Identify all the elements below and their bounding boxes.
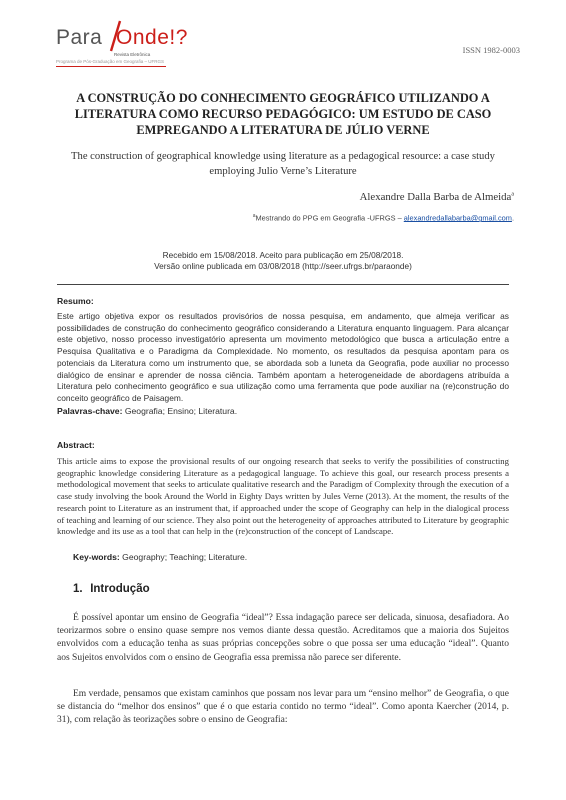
intro-paragraph-2: Em verdade, pensamos que existam caminhos que possam nos levar para um “ensino melhor” de Geografia, o que se distancia do “melhor dos ensinos” que é o que estaria contido no termo “ideal”. Como aponta Kaercher (2014, p. 31), com relação às teorizações sobre o ensino de Geografia: <box>57 689 509 726</box>
logo-word-onde: Onde!? <box>116 26 188 49</box>
dates-received: Recebido em 15/08/2018. Aceito para publicação em 25/08/2018. <box>162 250 404 260</box>
title-divider <box>57 284 509 285</box>
resumo-heading: Resumo: <box>57 296 94 306</box>
logo-word-para: Para <box>56 26 103 49</box>
abstract-keywords-label: Key-words: <box>73 552 120 562</box>
logo-subtitle: Revista Eletrônica <box>114 52 151 57</box>
affiliation-mark: a <box>252 213 256 219</box>
dates-online: Versão online publicada em 03/08/2018 (http://seer.ufrgs.br/paraonde) <box>154 261 412 271</box>
affiliation-text: Mestrando do PPG em Geografia -UFRGS – <box>255 213 404 223</box>
resumo-text: Este artigo objetiva expor os resultados provisórios de nossa pesquisa, em andamento, que almeja verificar as possibilidades de construção do conhecimento geográfico considerando a Literatura enquanto linguagem. Para alcançar este objetivo, nosso processo investigatório apresenta um movimento metodológico que busca a articulação entre a Pesquisa Qualitativa e o Paradigma da Complexidade. No momento, os resultados da pesquisa apontam para os potenciais da Literatura como um instrumento que, se abordada sob a luneta da Geografia, pode auxiliar no processo dialógico de ensinar e aprender de nossa ciência. Também apontam a heterogeneidade de abordagens atribuída a Literatura pelo conhecimento geográfico e sua utilização como uma ferramenta que pode auxiliar na (re)construção do conceito geográfico de Paisagem. <box>57 311 509 403</box>
section-heading-introduction <box>73 583 150 595</box>
author-mark: a <box>511 191 514 198</box>
section-title: Introdução <box>90 583 150 595</box>
author-text: Alexandre Dalla Barba de Almeida <box>359 191 512 203</box>
abstract-heading: Abstract: <box>57 440 95 450</box>
journal-logo <box>56 14 196 74</box>
article-subtitle-en: The construction of geographical knowledge using literature as a pedagogical resource: a case study employing Julio Verne’s Literature <box>71 151 495 177</box>
resumo-keywords-label: Palavras-chave: <box>57 406 123 416</box>
resumo-keywords-values: Geografia; Ensino; Literatura. <box>122 406 238 416</box>
article-title: A CONSTRUÇÃO DO CONHECIMENTO GEOGRÁFICO UTILIZANDO A LITERATURA COMO RECURSO PEDAGÓGICO: UM ESTUDO DE CASO EMPREGANDO A LITERATURA DE JÚLIO VERNE <box>74 91 492 137</box>
author-email-link[interactable]: alexandredallabarba@gmail.com <box>403 213 512 223</box>
logo-program: Programa de Pós-Graduação em Geografia – UFRGS <box>56 59 165 64</box>
intro-paragraph-1: É possível apontar um ensino de Geografia “ideal”? Essa indagação parece ser delicada, sinuosa, desafiadora. Ao teorizarmos sobre o ensino quase sempre nos vemos diante dessa questão. Acreditamos que a maioria dos Sujeitos envolvidos com a educação tenha as suas próprias concepções sobre o que possa ser uma educação “ideal”. Quanto aos Sujeitos envolvidos com o ensino de Geografia essa premissa não parece ser diferente. <box>57 613 509 663</box>
abstract-keywords-values: Geography; Teaching; Literature. <box>119 552 248 562</box>
abstract-text: This article aims to expose the provisional results of our ongoing research that seeks to verify the possibilities of constructing geographic knowledge considering Literature as a pedagogical language. To achieve this goal, our research process presents a methodological movement that seeks to articulate qualitative research and the Paradigm of Complexity through the execution of a case study involving the book Around the World in Eighty Days written by Jules Verne (2013). At the moment, the results of the research point to Literature as an instrument that, if approached under the scope of Geography can help in the dialogical process of teaching and learning of our science. They also point out the heterogeneity of approaches attributed to Literature by geographic knowledge and its use as a tool that can help in the (re)construction of the concept of Landscape. <box>57 456 509 537</box>
resumo-keywords <box>57 406 237 416</box>
section-number: 1. <box>73 583 83 595</box>
abstract-keywords <box>73 552 247 562</box>
author-name <box>360 191 514 203</box>
author-affiliation <box>253 213 514 222</box>
affiliation-end: . <box>511 213 514 223</box>
logo-rule <box>56 66 166 67</box>
issn-label: ISSN 1982-0003 <box>462 45 520 55</box>
publication-dates <box>60 250 506 272</box>
